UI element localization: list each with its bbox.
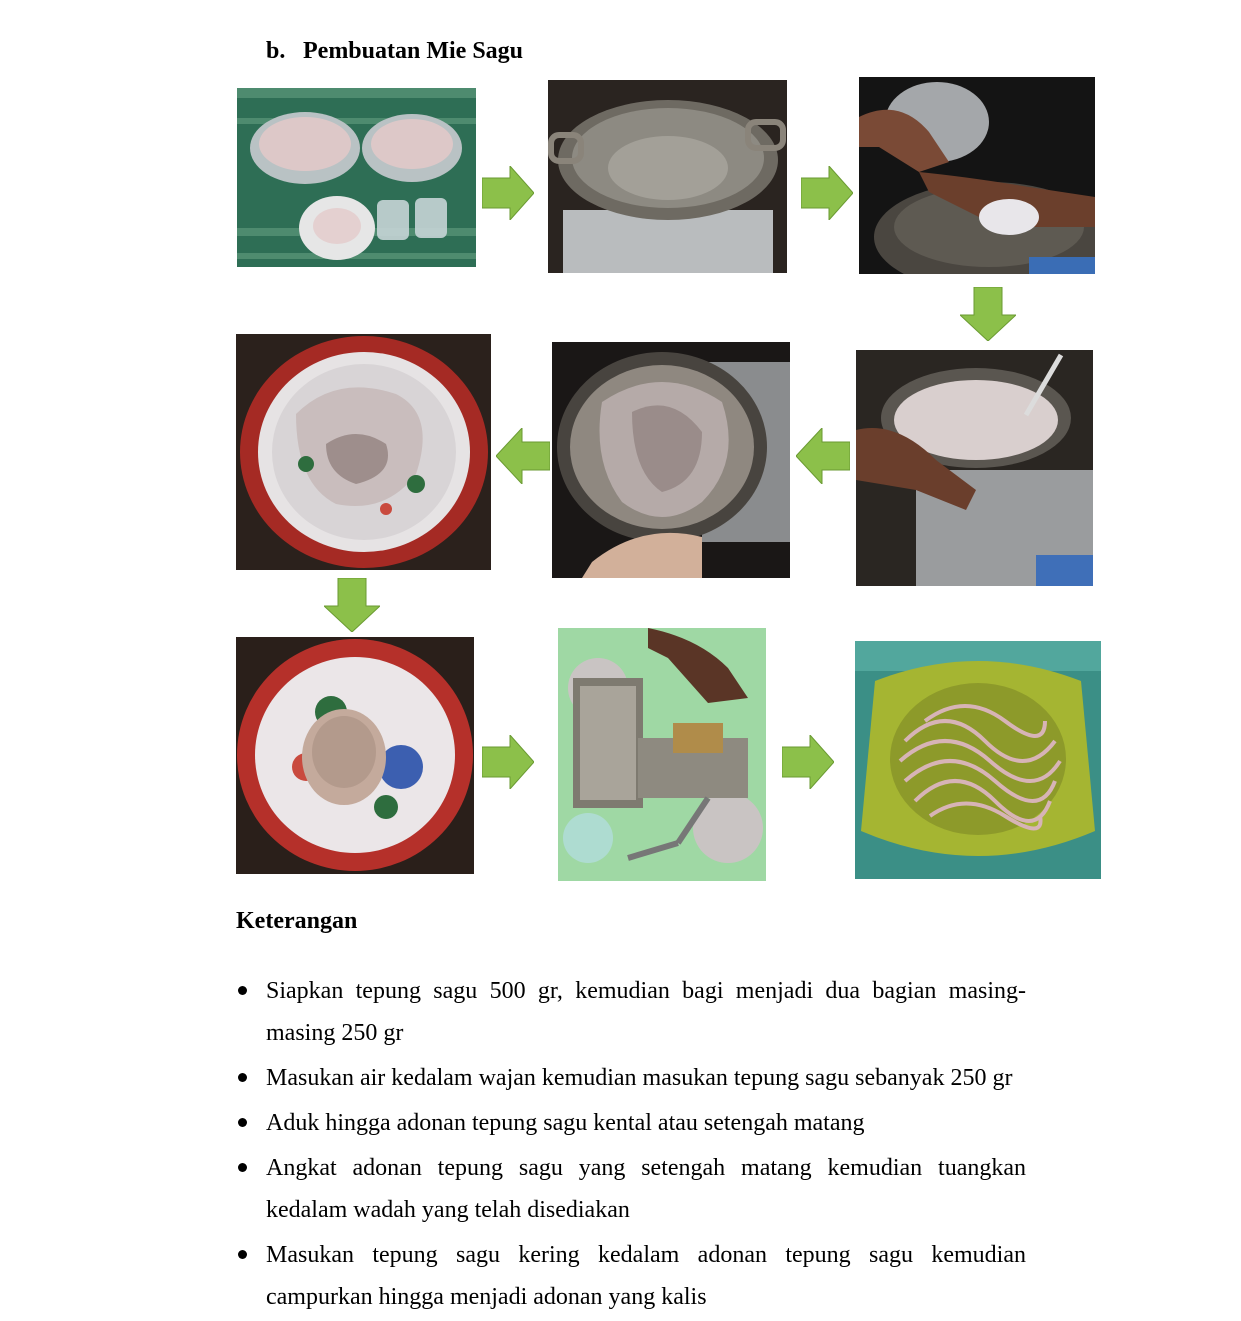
heading-marker: b. bbox=[266, 38, 286, 64]
photo-stirring-batter bbox=[856, 350, 1093, 586]
arrow-right-4 bbox=[782, 735, 834, 789]
thick-dough-image bbox=[552, 342, 790, 578]
note-text: Masukan tepung sagu kering kedalam adonan tepung sagu kemudian campurkan hingga menjadi adonan yang kalis bbox=[266, 1242, 1026, 1310]
bullet-icon bbox=[238, 1250, 247, 1259]
photo-thick-dough-wok bbox=[552, 342, 790, 578]
list-item bbox=[236, 1234, 1026, 1318]
list-item bbox=[236, 970, 1026, 1054]
noodles-bowl-image bbox=[855, 641, 1101, 879]
photo-dough-on-plate bbox=[236, 637, 474, 874]
bullet-icon bbox=[238, 1073, 247, 1082]
bullet-icon bbox=[238, 1118, 247, 1127]
pouring-into-wok-image bbox=[859, 77, 1095, 274]
note-text: Angkat adonan tepung sagu yang setengah matang kemudian tuangkan kedalam wadah yang telah disediakan bbox=[266, 1155, 1026, 1223]
list-item bbox=[236, 1102, 1026, 1144]
photo-sago-flour-bowls bbox=[237, 88, 476, 267]
wok-on-stove-image bbox=[548, 80, 787, 273]
heading-title: Pembuatan Mie Sagu bbox=[303, 38, 524, 64]
note-text: Aduk hingga adonan tepung sagu kental atau setengah matang bbox=[266, 1110, 865, 1136]
arrow-left-2 bbox=[796, 428, 850, 484]
list-item bbox=[236, 1057, 1026, 1099]
bullet-icon bbox=[238, 986, 247, 995]
photo-sago-noodles bbox=[855, 641, 1101, 879]
photo-noodle-machine bbox=[558, 628, 766, 881]
photo-pouring-water-wok bbox=[859, 77, 1095, 274]
pasta-machine-image bbox=[558, 628, 766, 881]
arrow-down-1 bbox=[960, 287, 1016, 341]
note-text: Siapkan tepung sagu 500 gr, kemudian bagi menjadi dua bagian masing-masing 250 gr bbox=[266, 978, 1026, 1046]
bullet-icon bbox=[238, 1163, 247, 1172]
kneaded-dough-image bbox=[236, 334, 491, 570]
stirring-batter-image bbox=[856, 350, 1093, 586]
photo-kneaded-dough bbox=[236, 334, 491, 570]
arrow-right-2 bbox=[801, 166, 853, 220]
bowls-of-sago-flour-image bbox=[237, 88, 476, 267]
keterangan-title: Keterangan bbox=[236, 908, 358, 934]
arrow-right-1 bbox=[482, 166, 534, 220]
arrow-down-2 bbox=[324, 578, 380, 632]
arrow-right-3 bbox=[482, 735, 534, 789]
arrow-left-1 bbox=[496, 428, 550, 484]
notes-list bbox=[236, 970, 1026, 1321]
dough-plate-image bbox=[236, 637, 474, 874]
list-item bbox=[236, 1147, 1026, 1231]
photo-empty-wok bbox=[548, 80, 787, 273]
section-heading bbox=[266, 38, 523, 65]
note-text: Masukan air kedalam wajan kemudian masukan tepung sagu sebanyak 250 gr bbox=[266, 1065, 1013, 1091]
